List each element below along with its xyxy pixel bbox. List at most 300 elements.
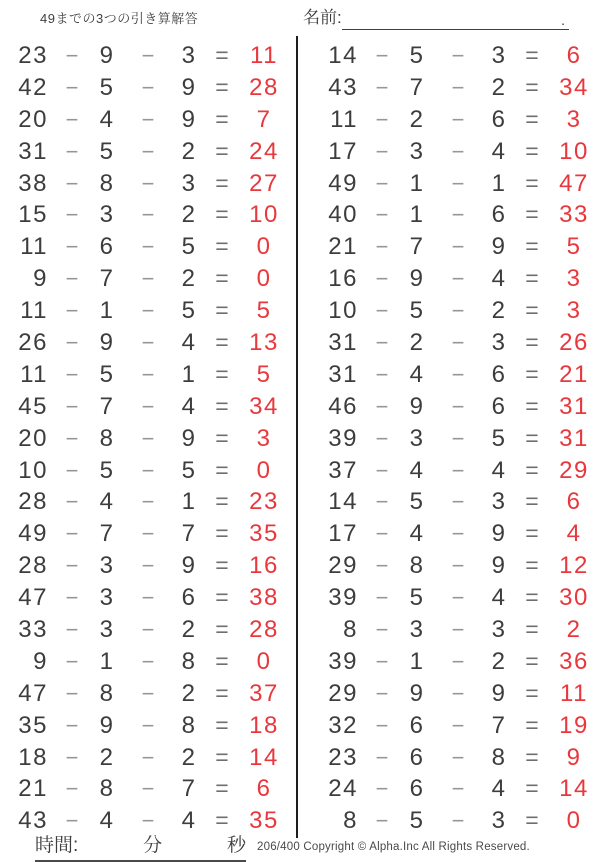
answer-value: 34 [249, 392, 279, 420]
minus-operator: − [375, 138, 389, 164]
subtrahend-1: 9 [409, 392, 425, 420]
minus-operator: − [451, 585, 465, 611]
problem-row [310, 614, 594, 646]
subtrahend-1: 8 [409, 552, 425, 580]
minuend: 28 [18, 488, 48, 516]
subtrahend-2: 9 [491, 552, 507, 580]
minuend: 10 [328, 297, 358, 325]
subtrahend-2: 4 [491, 265, 507, 293]
problems-left-column [0, 40, 284, 837]
minus-operator: − [451, 680, 465, 706]
minuend: 49 [18, 520, 48, 548]
subtrahend-1: 3 [99, 201, 115, 229]
equals-sign: = [525, 456, 539, 483]
subtrahend-1: 9 [99, 42, 115, 69]
subtrahend-1: 5 [99, 456, 115, 484]
answer-value: 36 [559, 647, 589, 675]
equals-sign: = [525, 233, 539, 260]
subtrahend-1: 1 [99, 647, 115, 675]
minuend: 11 [20, 233, 48, 261]
minuend: 43 [328, 73, 358, 101]
subtrahend-1: 5 [99, 360, 115, 388]
subtrahend-1: 1 [409, 169, 425, 197]
subtrahend-1: 9 [409, 679, 425, 707]
answer-value: 31 [559, 392, 589, 420]
problem-row [310, 359, 594, 391]
answer-value: 12 [559, 552, 589, 580]
minus-operator: − [375, 744, 389, 770]
subtrahend-2: 8 [181, 711, 197, 739]
answer-value: 10 [559, 137, 589, 165]
minus-operator: − [451, 202, 465, 228]
problem-row [310, 295, 594, 327]
answer-value: 9 [566, 743, 582, 771]
problem-row [0, 710, 284, 742]
problem-row [310, 582, 594, 614]
minus-operator: − [375, 361, 389, 387]
subtrahend-2: 2 [491, 73, 507, 101]
answer-value: 6 [256, 775, 272, 803]
minus-operator: − [451, 234, 465, 260]
problem-row [0, 104, 284, 136]
problem-row [0, 136, 284, 168]
minus-operator: − [451, 489, 465, 515]
seconds-label: 秒 [226, 835, 246, 856]
answer-value: 3 [566, 105, 582, 133]
equals-sign: = [525, 552, 539, 579]
minus-operator: − [375, 776, 389, 802]
minus-operator: − [65, 521, 79, 547]
minus-operator: − [375, 266, 389, 292]
subtrahend-1: 9 [409, 265, 425, 293]
equals-sign: = [215, 647, 229, 674]
answer-value: 27 [249, 169, 279, 197]
subtrahend-1: 7 [99, 265, 115, 293]
equals-sign: = [215, 584, 229, 611]
minus-operator: − [141, 617, 155, 643]
minus-operator: − [141, 776, 155, 802]
subtrahend-1: 8 [99, 775, 115, 803]
subtrahend-1: 4 [99, 807, 115, 835]
equals-sign: = [525, 329, 539, 356]
equals-sign: = [525, 584, 539, 611]
minus-operator: − [65, 234, 79, 260]
minus-operator: − [65, 648, 79, 674]
equals-sign: = [215, 137, 229, 164]
minus-operator: − [375, 106, 389, 132]
answer-value: 26 [559, 329, 589, 357]
name-blank-line: . [342, 7, 569, 30]
answer-value: 6 [566, 42, 582, 69]
minutes-label: 分 [143, 835, 163, 856]
minus-operator: − [375, 457, 389, 483]
subtrahend-2: 7 [181, 520, 197, 548]
minuend: 14 [328, 488, 358, 516]
answer-value: 18 [249, 711, 279, 739]
minuend: 43 [18, 807, 48, 835]
minuend: 11 [330, 105, 358, 133]
answer-value: 24 [249, 137, 279, 165]
equals-sign: = [215, 73, 229, 100]
subtrahend-2: 2 [491, 647, 507, 675]
problem-row [0, 72, 284, 104]
minus-operator: − [375, 585, 389, 611]
subtrahend-2: 4 [181, 392, 197, 420]
minuend: 9 [33, 647, 48, 675]
minus-operator: − [451, 808, 465, 834]
subtrahend-1: 5 [409, 297, 425, 325]
minus-operator: − [451, 776, 465, 802]
minus-operator: − [375, 521, 389, 547]
minus-operator: − [451, 425, 465, 451]
minus-operator: − [375, 202, 389, 228]
problem-row [0, 518, 284, 550]
subtrahend-1: 5 [409, 584, 425, 612]
subtrahend-2: 3 [491, 329, 507, 357]
minus-operator: − [65, 553, 79, 579]
subtrahend-1: 2 [409, 105, 425, 133]
problem-row [0, 773, 284, 805]
subtrahend-2: 6 [491, 105, 507, 133]
answer-value: 33 [559, 201, 589, 229]
problem-row [0, 455, 284, 487]
subtrahend-2: 9 [181, 73, 197, 101]
subtrahend-1: 6 [99, 233, 115, 261]
minus-operator: − [141, 457, 155, 483]
answer-value: 6 [566, 488, 582, 516]
equals-sign: = [215, 424, 229, 451]
answer-value: 28 [249, 616, 279, 644]
minus-operator: − [451, 138, 465, 164]
minus-operator: − [65, 489, 79, 515]
minus-operator: − [451, 298, 465, 324]
problem-row [0, 327, 284, 359]
equals-sign: = [525, 360, 539, 387]
problems-right-column [310, 40, 594, 837]
minuend: 8 [343, 807, 358, 835]
equals-sign: = [525, 424, 539, 451]
problem-row [310, 805, 594, 837]
problem-row [0, 646, 284, 678]
minuend: 39 [328, 424, 358, 452]
answer-value: 37 [249, 679, 279, 707]
subtrahend-1: 3 [409, 137, 425, 165]
equals-sign: = [215, 488, 229, 515]
subtrahend-2: 5 [181, 233, 197, 261]
subtrahend-2: 3 [491, 488, 507, 516]
problem-row [0, 199, 284, 231]
column-divider [296, 36, 298, 838]
subtrahend-2: 6 [491, 360, 507, 388]
minuend: 8 [343, 616, 358, 644]
minus-operator: − [65, 330, 79, 356]
minuend: 46 [328, 392, 358, 420]
minus-operator: − [375, 330, 389, 356]
answer-value: 34 [559, 73, 589, 101]
minuend: 47 [18, 679, 48, 707]
name-field [303, 6, 569, 30]
subtrahend-2: 3 [181, 42, 197, 69]
answer-value: 5 [256, 360, 272, 388]
equals-sign: = [215, 456, 229, 483]
subtrahend-2: 3 [491, 42, 507, 69]
answer-value: 38 [249, 584, 279, 612]
subtrahend-2: 9 [181, 105, 197, 133]
equals-sign: = [525, 73, 539, 100]
subtrahend-2: 9 [491, 233, 507, 261]
equals-sign: = [215, 233, 229, 260]
equals-sign: = [525, 201, 539, 228]
problem-row [0, 231, 284, 263]
subtrahend-1: 3 [409, 616, 425, 644]
minus-operator: − [65, 776, 79, 802]
minus-operator: − [65, 585, 79, 611]
minuend: 45 [18, 392, 48, 420]
answer-value: 0 [256, 647, 272, 675]
problem-row [0, 423, 284, 455]
subtrahend-1: 6 [409, 711, 425, 739]
problem-row [0, 391, 284, 423]
minuend: 33 [18, 616, 48, 644]
minus-operator: − [451, 74, 465, 100]
problem-row [310, 199, 594, 231]
minus-operator: − [141, 680, 155, 706]
problem-row [310, 263, 594, 295]
minus-operator: − [141, 808, 155, 834]
minus-operator: − [65, 74, 79, 100]
subtrahend-1: 4 [409, 456, 425, 484]
minus-operator: − [451, 170, 465, 196]
minus-operator: − [375, 808, 389, 834]
problem-row [310, 455, 594, 487]
answer-value: 0 [256, 265, 272, 293]
problem-row [310, 423, 594, 455]
equals-sign: = [525, 711, 539, 738]
minus-operator: − [65, 106, 79, 132]
minuend: 38 [18, 169, 48, 197]
subtrahend-2: 8 [491, 743, 507, 771]
subtrahend-1: 3 [99, 616, 115, 644]
minus-operator: − [141, 74, 155, 100]
answer-value: 28 [249, 73, 279, 101]
answer-value: 19 [559, 711, 589, 739]
minus-operator: − [141, 138, 155, 164]
subtrahend-1: 7 [99, 520, 115, 548]
answer-value: 29 [559, 456, 589, 484]
problem-row [310, 550, 594, 582]
minus-operator: − [451, 744, 465, 770]
minus-operator: − [451, 266, 465, 292]
minus-operator: − [141, 585, 155, 611]
equals-sign: = [215, 679, 229, 706]
subtrahend-1: 8 [99, 679, 115, 707]
equals-sign: = [525, 775, 539, 802]
time-label: 時間: [35, 835, 79, 856]
equals-sign: = [525, 679, 539, 706]
answer-value: 47 [559, 169, 589, 197]
subtrahend-1: 5 [409, 488, 425, 516]
problem-row [310, 168, 594, 200]
subtrahend-1: 5 [99, 137, 115, 165]
equals-sign: = [215, 743, 229, 770]
subtrahend-1: 4 [99, 488, 115, 516]
minuend: 20 [18, 424, 48, 452]
problem-row [310, 136, 594, 168]
minus-operator: − [65, 138, 79, 164]
equals-sign: = [525, 392, 539, 419]
minuend: 42 [18, 73, 48, 101]
equals-sign: = [215, 775, 229, 802]
equals-sign: = [525, 647, 539, 674]
minus-operator: − [141, 744, 155, 770]
minus-operator: − [451, 553, 465, 579]
equals-sign: = [215, 169, 229, 196]
answer-value: 2 [566, 616, 582, 644]
answer-value: 11 [250, 42, 278, 69]
answer-value: 4 [566, 520, 582, 548]
equals-sign: = [525, 488, 539, 515]
subtrahend-1: 8 [99, 424, 115, 452]
minus-operator: − [141, 330, 155, 356]
equals-sign: = [215, 552, 229, 579]
equals-sign: = [215, 329, 229, 356]
minus-operator: − [65, 617, 79, 643]
subtrahend-2: 5 [181, 297, 197, 325]
minuend: 17 [328, 520, 358, 548]
minus-operator: − [65, 808, 79, 834]
minuend: 11 [20, 297, 48, 325]
name-label: 名前: [303, 8, 342, 27]
equals-sign: = [525, 42, 539, 68]
equals-sign: = [215, 520, 229, 547]
answer-value: 13 [249, 329, 279, 357]
minus-operator: − [451, 617, 465, 643]
subtrahend-2: 9 [181, 424, 197, 452]
subtrahend-2: 2 [181, 743, 197, 771]
answer-value: 3 [256, 424, 272, 452]
subtrahend-1: 7 [409, 73, 425, 101]
subtrahend-2: 2 [181, 201, 197, 229]
answer-value: 31 [559, 424, 589, 452]
answer-value: 11 [560, 679, 588, 707]
equals-sign: = [525, 105, 539, 132]
problem-row [310, 710, 594, 742]
subtrahend-2: 9 [181, 552, 197, 580]
equals-sign: = [525, 616, 539, 643]
subtrahend-2: 3 [181, 169, 197, 197]
answer-value: 23 [249, 488, 279, 516]
subtrahend-2: 4 [491, 137, 507, 165]
minus-operator: − [141, 553, 155, 579]
minuend: 39 [328, 647, 358, 675]
minuend: 49 [328, 169, 358, 197]
minus-operator: − [65, 712, 79, 738]
minus-operator: − [65, 457, 79, 483]
answer-value: 14 [249, 743, 279, 771]
answer-value: 21 [559, 360, 589, 388]
minuend: 14 [328, 42, 358, 69]
equals-sign: = [215, 807, 229, 834]
minus-operator: − [141, 170, 155, 196]
minus-operator: − [451, 43, 465, 68]
minus-operator: − [65, 43, 79, 68]
equals-sign: = [215, 392, 229, 419]
minuend: 35 [18, 711, 48, 739]
minuend: 21 [328, 233, 358, 261]
minuend: 31 [18, 137, 48, 165]
minus-operator: − [451, 457, 465, 483]
subtrahend-2: 3 [491, 616, 507, 644]
minuend: 31 [328, 329, 358, 357]
minuend: 15 [18, 201, 48, 229]
subtrahend-2: 2 [181, 679, 197, 707]
problem-row [310, 231, 594, 263]
subtrahend-1: 3 [99, 584, 115, 612]
minuend: 16 [328, 265, 358, 293]
equals-sign: = [525, 137, 539, 164]
subtrahend-1: 2 [99, 743, 115, 771]
subtrahend-2: 2 [181, 265, 197, 293]
minuend: 47 [18, 584, 48, 612]
minuend: 28 [18, 552, 48, 580]
answer-value: 35 [249, 520, 279, 548]
problem-row [0, 263, 284, 295]
subtrahend-1: 5 [409, 42, 425, 69]
answer-value: 35 [249, 807, 279, 835]
answer-value: 16 [249, 552, 279, 580]
minus-operator: − [141, 712, 155, 738]
minus-operator: − [451, 361, 465, 387]
subtrahend-1: 2 [409, 329, 425, 357]
subtrahend-2: 6 [491, 201, 507, 229]
problem-row [0, 550, 284, 582]
subtrahend-2: 1 [181, 488, 197, 516]
minuend: 39 [328, 584, 358, 612]
minus-operator: − [141, 521, 155, 547]
minus-operator: − [141, 298, 155, 324]
minuend: 32 [328, 711, 358, 739]
equals-sign: = [215, 297, 229, 324]
subtrahend-2: 9 [491, 520, 507, 548]
subtrahend-1: 7 [409, 233, 425, 261]
minus-operator: − [141, 648, 155, 674]
minus-operator: − [375, 489, 389, 515]
minus-operator: − [141, 234, 155, 260]
subtrahend-1: 3 [409, 424, 425, 452]
minuend: 17 [328, 137, 358, 165]
minus-operator: − [65, 202, 79, 228]
minus-operator: − [451, 521, 465, 547]
equals-sign: = [525, 807, 539, 834]
minus-operator: − [375, 425, 389, 451]
answer-value: 30 [559, 584, 589, 612]
minus-operator: − [451, 712, 465, 738]
answer-value: 10 [249, 201, 279, 229]
problem-row [0, 678, 284, 710]
minuend: 29 [328, 679, 358, 707]
subtrahend-2: 2 [491, 297, 507, 325]
equals-sign: = [525, 743, 539, 770]
minuend: 29 [328, 552, 358, 580]
subtrahend-2: 7 [491, 711, 507, 739]
minus-operator: − [141, 361, 155, 387]
minus-operator: − [375, 74, 389, 100]
subtrahend-2: 6 [491, 392, 507, 420]
minus-operator: − [65, 298, 79, 324]
subtrahend-1: 8 [99, 169, 115, 197]
answer-value: 0 [256, 233, 272, 261]
minus-operator: − [375, 553, 389, 579]
